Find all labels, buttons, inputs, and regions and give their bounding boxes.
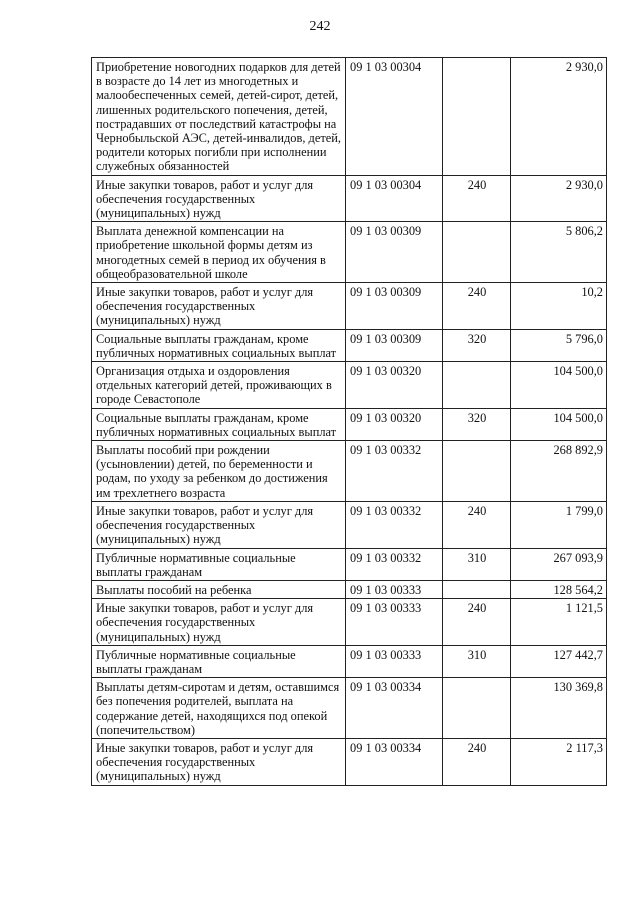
table-row	[92, 58, 607, 176]
row-sum-cell: 128 564,2	[511, 580, 607, 598]
row-expense-type-cell	[443, 580, 511, 598]
row-name-cell: Публичные нормативные социальные выплаты гражданам	[92, 548, 346, 580]
table-row	[92, 362, 607, 409]
budget-table	[91, 57, 607, 786]
table-row	[92, 441, 607, 502]
row-code-cell: 09 1 03 00333	[346, 580, 443, 598]
table-row	[92, 580, 607, 598]
row-name-cell: Иные закупки товаров, работ и услуг для обеспечения государственных (муниципальных) нужд	[92, 738, 346, 785]
table-row	[92, 599, 607, 646]
row-code-cell: 09 1 03 00304	[346, 58, 443, 176]
row-code-cell: 09 1 03 00309	[346, 222, 443, 283]
row-sum-cell: 130 369,8	[511, 678, 607, 739]
row-sum-cell: 267 093,9	[511, 548, 607, 580]
row-sum-cell: 2 930,0	[511, 58, 607, 176]
row-expense-type-cell	[443, 441, 511, 502]
row-sum-cell: 104 500,0	[511, 362, 607, 409]
row-name-cell: Публичные нормативные социальные выплаты гражданам	[92, 645, 346, 677]
row-expense-type-cell: 240	[443, 738, 511, 785]
row-name-cell: Выплаты детям-сиротам и детям, оставшимся без попечения родителей, выплата на содержание детей, находящихся под опекой (попечительством)	[92, 678, 346, 739]
page-number: 242	[309, 19, 331, 34]
row-code-cell: 09 1 03 00332	[346, 548, 443, 580]
row-expense-type-cell: 320	[443, 408, 511, 440]
row-code-cell: 09 1 03 00334	[346, 738, 443, 785]
row-sum-cell: 10,2	[511, 283, 607, 330]
table-row	[92, 738, 607, 785]
row-expense-type-cell	[443, 678, 511, 739]
row-sum-cell: 127 442,7	[511, 645, 607, 677]
row-sum-cell: 2 117,3	[511, 738, 607, 785]
table-row	[92, 283, 607, 330]
table-row	[92, 678, 607, 739]
table-row	[92, 548, 607, 580]
row-name-cell: Социальные выплаты гражданам, кроме публичных нормативных социальных выплат	[92, 329, 346, 361]
table-row	[92, 645, 607, 677]
row-name-cell: Выплаты пособий при рождении (усыновлении) детей, по беременности и родам, по уходу за ребенком до достижения им трехлетнего возраста	[92, 441, 346, 502]
row-expense-type-cell: 320	[443, 329, 511, 361]
row-name-cell: Иные закупки товаров, работ и услуг для обеспечения государственных (муниципальных) нужд	[92, 175, 346, 222]
row-name-cell: Выплата денежной компенсации на приобретение школьной формы детям из многодетных семей в период их обучения в общеобразовательной школе	[92, 222, 346, 283]
row-sum-cell: 1 121,5	[511, 599, 607, 646]
row-name-cell: Иные закупки товаров, работ и услуг для обеспечения государственных (муниципальных) нужд	[92, 599, 346, 646]
row-code-cell: 09 1 03 00333	[346, 645, 443, 677]
row-sum-cell: 268 892,9	[511, 441, 607, 502]
row-sum-cell: 104 500,0	[511, 408, 607, 440]
row-name-cell: Приобретение новогодних подарков для детей в возрасте до 14 лет из многодетных и малообеспеченных семей, детей-сирот, детей, лишенных родительского попечения, детей, пострадавших от последствий катастрофы на Чернобыльской АЭС, детей-инвалидов, детей, родители которых погибли при исполнении служебных обязанностей	[92, 58, 346, 176]
table-row	[92, 222, 607, 283]
row-name-cell: Иные закупки товаров, работ и услуг для обеспечения государственных (муниципальных) нужд	[92, 501, 346, 548]
row-code-cell: 09 1 03 00332	[346, 501, 443, 548]
row-name-cell: Иные закупки товаров, работ и услуг для обеспечения государственных (муниципальных) нужд	[92, 283, 346, 330]
row-sum-cell: 5 806,2	[511, 222, 607, 283]
row-sum-cell: 1 799,0	[511, 501, 607, 548]
row-code-cell: 09 1 03 00320	[346, 362, 443, 409]
row-code-cell: 09 1 03 00309	[346, 329, 443, 361]
row-code-cell: 09 1 03 00334	[346, 678, 443, 739]
row-name-cell: Выплаты пособий на ребенка	[92, 580, 346, 598]
table-row	[92, 501, 607, 548]
table-row	[92, 175, 607, 222]
row-sum-cell: 5 796,0	[511, 329, 607, 361]
row-code-cell: 09 1 03 00332	[346, 441, 443, 502]
row-expense-type-cell: 240	[443, 283, 511, 330]
row-expense-type-cell: 240	[443, 599, 511, 646]
row-expense-type-cell	[443, 222, 511, 283]
row-name-cell: Социальные выплаты гражданам, кроме публичных нормативных социальных выплат	[92, 408, 346, 440]
row-expense-type-cell: 240	[443, 175, 511, 222]
row-expense-type-cell	[443, 58, 511, 176]
table-row	[92, 329, 607, 361]
row-code-cell: 09 1 03 00309	[346, 283, 443, 330]
row-expense-type-cell	[443, 362, 511, 409]
table-row	[92, 408, 607, 440]
budget-table-body	[92, 58, 607, 786]
row-code-cell: 09 1 03 00320	[346, 408, 443, 440]
row-code-cell: 09 1 03 00304	[346, 175, 443, 222]
row-name-cell: Организация отдыха и оздоровления отдельных категорий детей, проживающих в городе Севастополе	[92, 362, 346, 409]
row-expense-type-cell: 310	[443, 548, 511, 580]
row-expense-type-cell: 240	[443, 501, 511, 548]
row-code-cell: 09 1 03 00333	[346, 599, 443, 646]
row-sum-cell: 2 930,0	[511, 175, 607, 222]
row-expense-type-cell: 310	[443, 645, 511, 677]
